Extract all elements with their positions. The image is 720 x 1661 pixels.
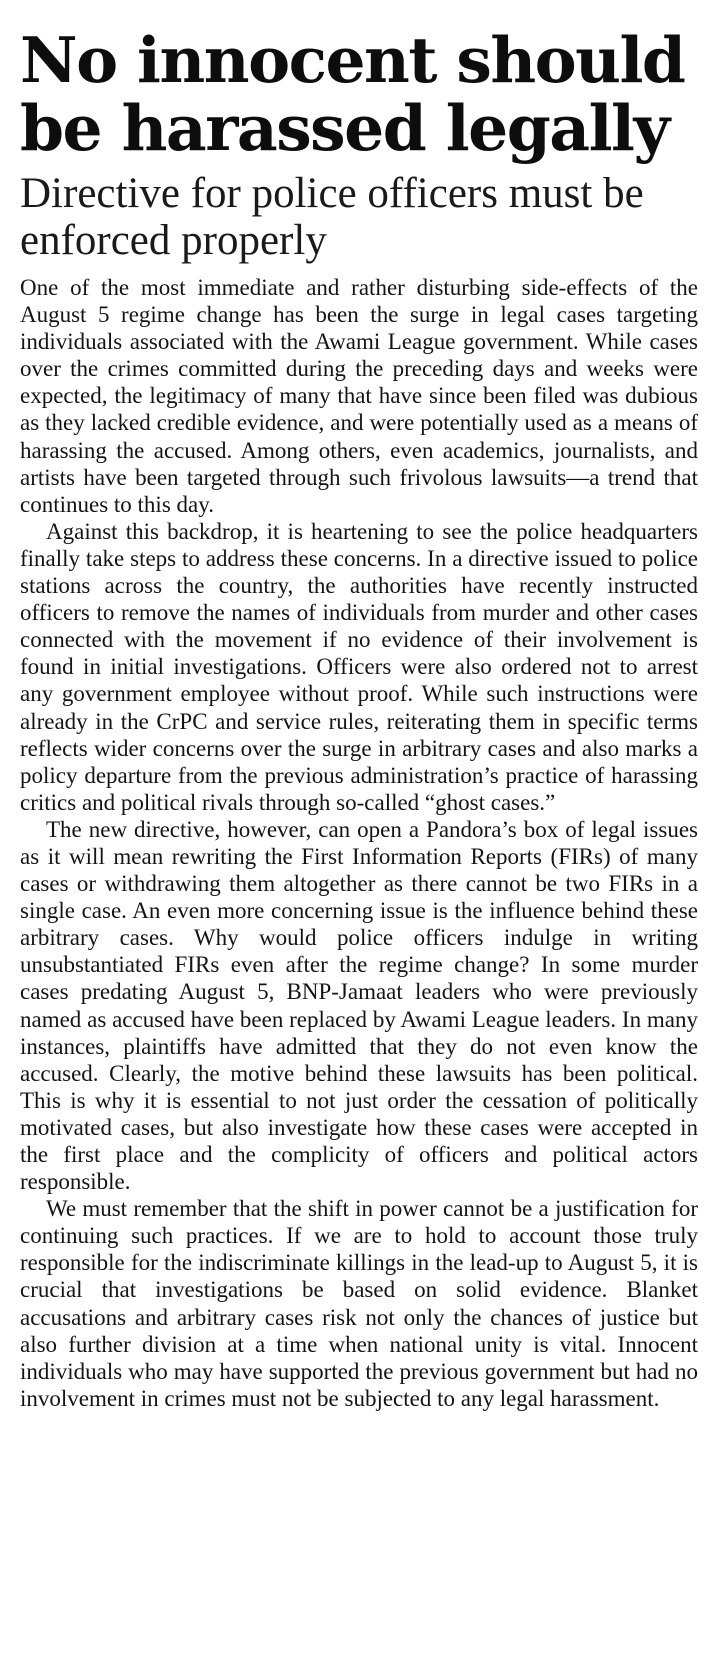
article-body [20, 274, 698, 1412]
subheadline: Directive for police officers must be enforced properly [20, 170, 644, 264]
paragraph-4: We must remember that the shift in power cannot be a justification for continuing such practices. If we are to hold to account those truly responsible for the indiscriminate killings in the lead-up to August 5, it is crucial that investigations be based on solid evidence. Blanket accusations and arbitrary cases risk not only the chances of justice but also further division at a time when national unity is vital. Innocent individuals who may have supported the previous government but had no involvement in crimes must not be subjected to any legal harassment. [20, 1196, 698, 1411]
paragraph-1: One of the most immediate and rather disturbing side-effects of the August 5 regime change has been the surge in legal cases targeting individuals associated with the Awami League government. While cases over the crimes committed during the preceding days and weeks were expected, the legitimacy of many that have since been filed was dubious as they lacked credible evidence, and were potentially used as a means of harassing the accused. Among others, even academics, journalists, and artists have been targeted through such frivolous lawsuits—a trend that continues to this day. [20, 275, 698, 517]
headline: No innocent should be harassed legally [20, 23, 685, 165]
paragraph-3: The new directive, however, can open a Pandora’s box of legal issues as it will mean rewriting the First Information Reports (FIRs) of many cases or withdrawing them altogether as there cannot be two FIRs in a single case. An even more concerning issue is the influence behind these arbitrary cases. Why would police officers indulge in writing unsubstantiated FIRs even after the regime change? In some murder cases predating August 5, BNP-Jamaat leaders who were previously named as accused have been replaced by Awami League leaders. In many instances, plaintiffs have admitted that they do not even know the accused. Clearly, the motive behind these lawsuits has been political. This is why it is essential to not just order the cessation of politically motivated cases, but also investigate how these cases were accepted in the first place and the complicity of officers and political actors responsible. [20, 816, 698, 1195]
paragraph-2: Against this backdrop, it is heartening to see the police headquarters finally take steps to address these concerns. In a directive issued to police stations across the country, the authorities have recently instructed officers to remove the names of individuals from murder and other cases connected with the movement if no evidence of their involvement is found in initial investigations. Officers were also ordered not to arrest any government employee without proof. While such instructions were already in the CrPC and service rules, reiterating them in specific terms reflects wider concerns over the surge in arbitrary cases and also marks a policy departure from the previous administration’s practice of harassing critics and political rivals through so-called “ghost cases.” [20, 518, 698, 815]
